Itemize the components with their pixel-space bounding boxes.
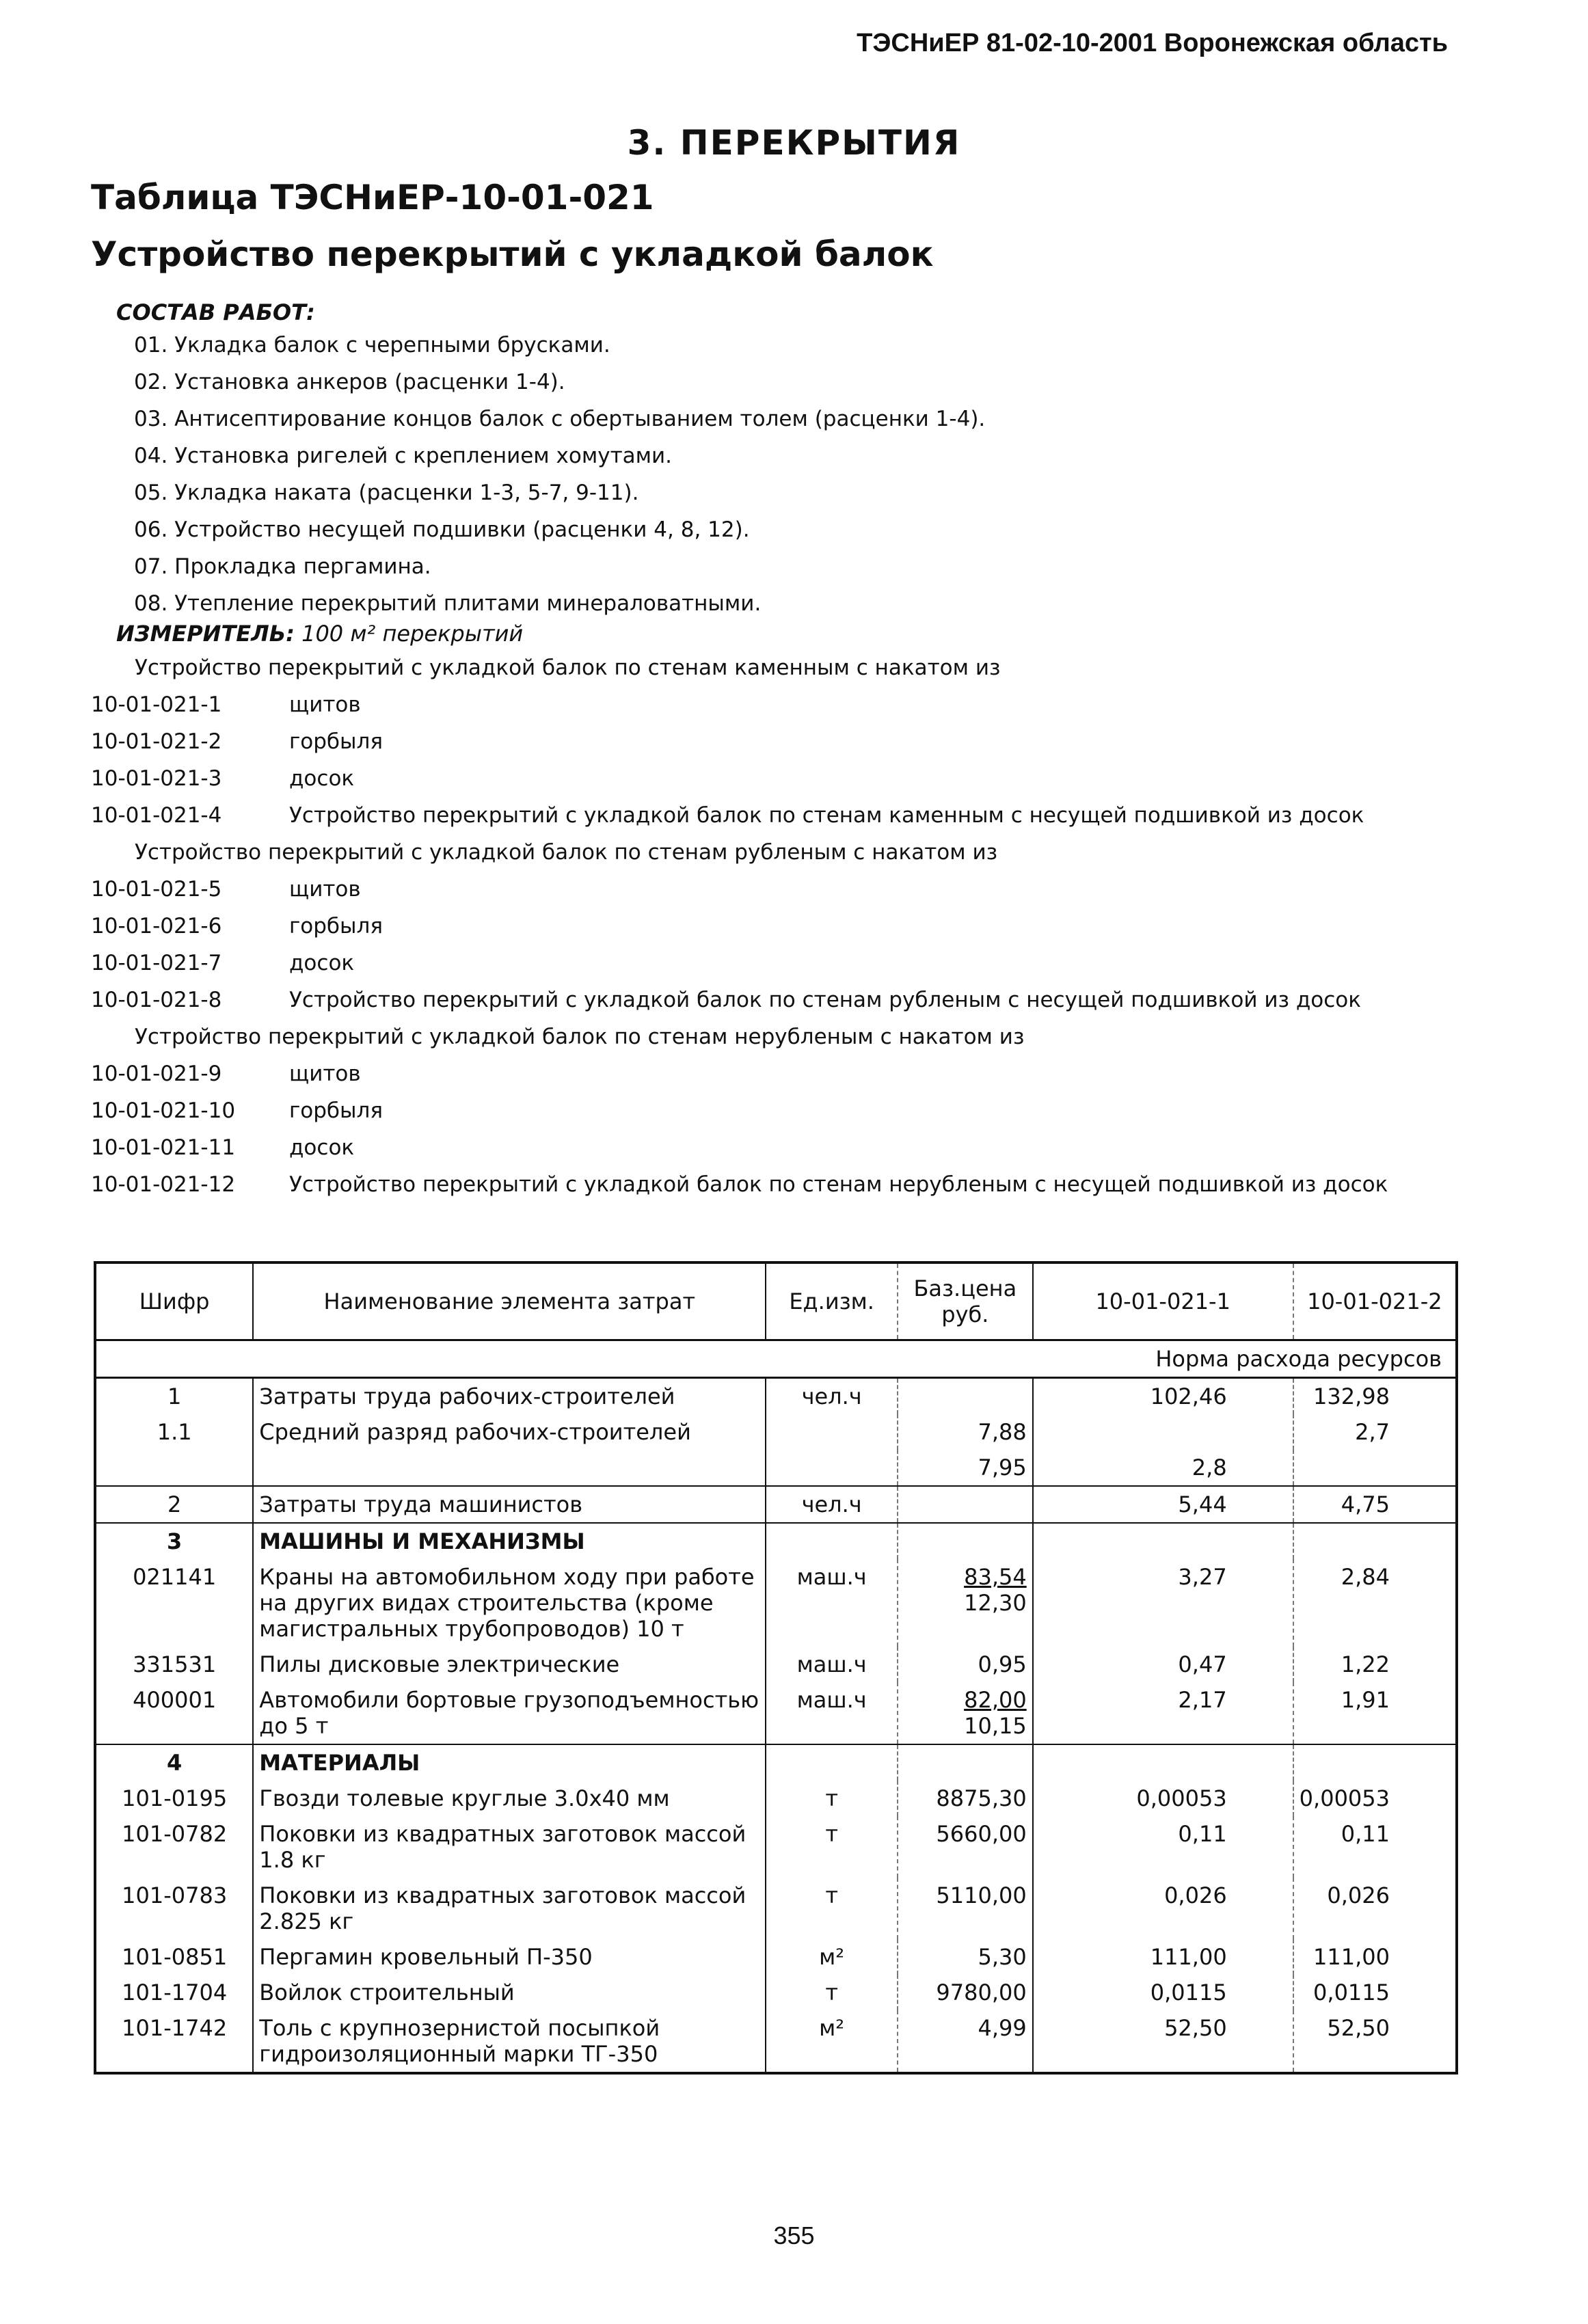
rate-row <box>91 1166 1533 1203</box>
cell-code: 101-0851 <box>95 1939 253 1975</box>
cell-unit: т <box>766 1878 898 1939</box>
cell-name: Затраты труда рабочих-строителей <box>253 1378 766 1415</box>
rate-code: 10-01-021-12 <box>91 1172 236 1197</box>
page-number: 355 <box>773 2221 815 2249</box>
cell-name: МАТЕРИАЛЫ <box>253 1744 766 1781</box>
works-item: 06. Устройство несущей подшивки (расценки 4, 8, 12). <box>134 517 750 542</box>
cell-unit: маш.ч <box>766 1647 898 1682</box>
rate-code: 10-01-021-10 <box>91 1098 236 1123</box>
cell-name: Затраты труда машинистов <box>253 1486 766 1523</box>
rate-row <box>91 723 1533 760</box>
price-base: 82,00 <box>964 1687 1027 1713</box>
cell-name: Краны на автомобильном ходу при работе на других видах строительства (кроме магистральных трубопроводов) 10 т <box>253 1559 766 1647</box>
cell-code: 4 <box>95 1744 253 1781</box>
rate-code: 10-01-021-7 <box>91 951 222 975</box>
header-unit: Ед.изм. <box>766 1262 898 1340</box>
cell-value-1: 2,17 <box>1033 1682 1293 1744</box>
cell-unit: т <box>766 1975 898 2010</box>
cell-code <box>95 1450 253 1486</box>
cell-value-1: 2,8 <box>1033 1450 1293 1486</box>
cell-code: 101-1704 <box>95 1975 253 2010</box>
cell-price: 9780,00 <box>898 1975 1033 2010</box>
cell-code: 331531 <box>95 1647 253 1682</box>
cell-price <box>898 1523 1033 1559</box>
rate-row <box>91 797 1533 834</box>
cell-name: Средний разряд рабочих-строителей <box>253 1414 766 1450</box>
cell-value-2 <box>1293 1450 1457 1486</box>
cell-value-2: 2,84 <box>1341 1564 1390 1590</box>
rate-row <box>91 649 1533 686</box>
cell-price: 7,95 <box>898 1450 1033 1486</box>
cell-code: 021141 <box>95 1559 253 1647</box>
table-row <box>95 1878 1457 1939</box>
cell-value-1 <box>1033 1523 1293 1559</box>
cell-unit: чел.ч <box>766 1486 898 1523</box>
works-heading: СОСТАВ РАБОТ: <box>116 299 315 325</box>
works-item: 01. Укладка балок с черепными брусками. <box>134 333 610 357</box>
rate-text: щитов <box>289 692 361 717</box>
cell-price: 7,88 <box>898 1414 1033 1450</box>
cell-value-2: 4,75 <box>1293 1486 1457 1523</box>
cell-price: 4,99 <box>898 2010 1033 2073</box>
cell-price <box>898 1486 1033 1523</box>
table-subtitle: Устройство перекрытий с укладкой балок <box>91 234 934 274</box>
cell-value-2: 0,026 <box>1327 1882 1390 1908</box>
table-row <box>95 1450 1457 1486</box>
works-item: 07. Прокладка пергамина. <box>134 554 431 579</box>
cell-value-1: 0,47 <box>1033 1647 1293 1682</box>
rate-text: Устройство перекрытий с укладкой балок по стенам каменным с накатом из <box>135 656 1001 680</box>
cell-value-1: 0,026 <box>1033 1878 1293 1939</box>
header-code: Шифр <box>95 1262 253 1340</box>
rate-code: 10-01-021-9 <box>91 1062 222 1086</box>
header-name: Наименование элемента затрат <box>253 1262 766 1340</box>
rate-code: 10-01-021-1 <box>91 692 222 717</box>
table-row <box>95 1816 1457 1878</box>
cell-name: Поковки из квадратных заготовок массой 2.825 кг <box>253 1878 766 1939</box>
table-row <box>95 1647 1457 1682</box>
cell-code: 101-0195 <box>95 1781 253 1816</box>
rate-text: досок <box>289 1135 355 1160</box>
cell-code: 101-1742 <box>95 2010 253 2073</box>
rate-row <box>91 760 1533 797</box>
section-title: 3. ПЕРЕКРЫТИЯ <box>627 123 961 163</box>
cell-code: 1 <box>95 1378 253 1415</box>
cell-value-1: 111,00 <box>1033 1939 1293 1975</box>
cell-unit: чел.ч <box>766 1378 898 1415</box>
rate-text: щитов <box>289 1062 361 1086</box>
cell-price <box>898 1744 1033 1781</box>
cell-unit <box>766 1414 898 1450</box>
cell-value-2: 111,00 <box>1313 1944 1390 1970</box>
cell-value-1 <box>1033 1744 1293 1781</box>
rate-row <box>91 686 1533 723</box>
rate-code: 10-01-021-11 <box>91 1135 236 1160</box>
table-row <box>95 1682 1457 1744</box>
cell-value-1: 0,11 <box>1033 1816 1293 1878</box>
cell-value-2: 0,11 <box>1341 1821 1390 1847</box>
meter-value: 100 м² перекрытий <box>301 621 524 647</box>
header-col2: 10-01-021-2 <box>1293 1262 1457 1340</box>
header-price: Баз.цена руб. <box>898 1262 1033 1340</box>
cell-unit: т <box>766 1816 898 1878</box>
cell-unit: т <box>766 1781 898 1816</box>
cell-code: 1.1 <box>95 1414 253 1450</box>
cell-code: 400001 <box>95 1682 253 1744</box>
cell-value-1: 3,27 <box>1033 1559 1293 1647</box>
rate-row <box>91 1129 1533 1166</box>
table-row <box>95 1939 1457 1975</box>
cell-name: Пилы дисковые электрические <box>253 1647 766 1682</box>
rate-text: Устройство перекрытий с укладкой балок по стенам нерубленым с накатом из <box>135 1025 1025 1049</box>
table-row <box>95 1523 1457 1559</box>
works-item: 05. Укладка наката (расценки 1-3, 5-7, 9-11). <box>134 481 639 505</box>
works-item: 04. Установка ригелей с креплением хомутами. <box>134 444 673 468</box>
cell-unit: м² <box>766 1939 898 1975</box>
cell-code: 101-0783 <box>95 1878 253 1939</box>
resource-table <box>94 1261 1458 2075</box>
cell-price <box>898 1378 1033 1415</box>
meter-label: ИЗМЕРИТЕЛЬ: <box>116 621 295 647</box>
rate-text: Устройство перекрытий с укладкой балок по стенам каменным с несущей подшивкой из досок <box>289 803 1364 828</box>
rate-row <box>91 945 1533 982</box>
cell-unit <box>766 1744 898 1781</box>
rate-code: 10-01-021-3 <box>91 766 222 791</box>
rate-row <box>91 908 1533 945</box>
table-row <box>95 1744 1457 1781</box>
cell-price <box>898 1682 1033 1744</box>
works-list <box>134 327 985 622</box>
table-row <box>95 1378 1457 1415</box>
rate-text: досок <box>289 766 355 791</box>
cell-price: 5,30 <box>898 1939 1033 1975</box>
price-wage: 10,15 <box>964 1713 1027 1739</box>
cell-name: Гвозди толевые круглые 3.0х40 мм <box>253 1781 766 1816</box>
table-row <box>95 1559 1457 1647</box>
rate-row <box>91 834 1533 871</box>
cell-name: Поковки из квадратных заготовок массой 1.8 кг <box>253 1816 766 1878</box>
works-item: 02. Установка анкеров (расценки 1-4). <box>134 370 565 394</box>
cell-value-2: 1,22 <box>1341 1651 1390 1677</box>
cell-value-2: 52,50 <box>1327 2015 1390 2041</box>
rates-list <box>91 649 1533 1203</box>
rate-row <box>91 1055 1533 1092</box>
table-row <box>95 1486 1457 1523</box>
cell-unit: маш.ч <box>766 1682 898 1744</box>
cell-code: 101-0782 <box>95 1816 253 1878</box>
works-item: 08. Утепление перекрытий плитами минераловатными. <box>134 591 762 616</box>
cell-unit: м² <box>766 2010 898 2073</box>
rate-text: Устройство перекрытий с укладкой балок по стенам рубленым с несущей подшивкой из досок <box>289 988 1361 1012</box>
price-base: 83,54 <box>964 1564 1027 1590</box>
cell-value-2: 2,7 <box>1355 1419 1390 1445</box>
price-wage: 12,30 <box>964 1590 1027 1616</box>
cell-value-2: 1,91 <box>1341 1687 1390 1713</box>
table-row <box>95 1414 1457 1450</box>
cell-value-2: 0,0115 <box>1313 1980 1390 2005</box>
cell-value-1 <box>1033 1414 1293 1450</box>
rate-code: 10-01-021-6 <box>91 914 222 938</box>
rate-row <box>91 1018 1533 1055</box>
cell-name <box>253 1450 766 1486</box>
rate-text: Устройство перекрытий с укладкой балок по стенам нерубленым с несущей подшивкой из досок <box>289 1172 1388 1197</box>
cell-code: 2 <box>95 1486 253 1523</box>
rate-text: горбыля <box>289 1098 383 1123</box>
cell-price <box>898 1559 1033 1647</box>
rate-text: щитов <box>289 877 361 902</box>
cell-price: 8875,30 <box>898 1781 1033 1816</box>
table-title: Таблица ТЭСНиЕР-10-01-021 <box>91 178 654 217</box>
cell-value-1: 102,46 <box>1033 1378 1293 1415</box>
table-row <box>95 1781 1457 1816</box>
rate-row <box>91 982 1533 1018</box>
works-item: 03. Антисептирование концов балок с обертыванием толем (расценки 1-4). <box>134 407 986 431</box>
rate-row <box>91 1092 1533 1129</box>
header-col1: 10-01-021-1 <box>1033 1262 1293 1340</box>
cell-name: Толь с крупнозернистой посыпкой гидроизоляционный марки ТГ-350 <box>253 2010 766 2073</box>
rate-text: досок <box>289 951 355 975</box>
rate-code: 10-01-021-5 <box>91 877 222 902</box>
cell-code: 3 <box>95 1523 253 1559</box>
cell-name: Автомобили бортовые грузоподъемностью до 5 т <box>253 1682 766 1744</box>
cell-value-1: 52,50 <box>1033 2010 1293 2073</box>
cell-name: МАШИНЫ И МЕХАНИЗМЫ <box>253 1523 766 1559</box>
running-head: ТЭСНиЕР 81-02-10-2001 Воронежская область <box>857 29 1448 57</box>
cell-unit: маш.ч <box>766 1559 898 1647</box>
table-row <box>95 1975 1457 2010</box>
rate-code: 10-01-021-4 <box>91 803 222 828</box>
cell-value-2 <box>1293 1523 1457 1559</box>
cell-unit <box>766 1450 898 1486</box>
cell-price: 0,95 <box>898 1647 1033 1682</box>
cell-name: Пергамин кровельный П-350 <box>253 1939 766 1975</box>
rate-text: Устройство перекрытий с укладкой балок по стенам рубленым с накатом из <box>135 840 998 865</box>
rate-text: горбыля <box>289 729 383 754</box>
rate-code: 10-01-021-8 <box>91 988 222 1012</box>
cell-name: Войлок строительный <box>253 1975 766 2010</box>
cell-value-1: 5,44 <box>1033 1486 1293 1523</box>
cell-value-2: 0,00053 <box>1299 1785 1390 1811</box>
norm-label: Норма расхода ресурсов <box>95 1340 1457 1378</box>
rate-code: 10-01-021-2 <box>91 729 222 754</box>
table-header-row <box>95 1262 1457 1340</box>
cell-price: 5110,00 <box>898 1878 1033 1939</box>
table-row <box>95 2010 1457 2073</box>
meter <box>116 621 523 647</box>
cell-unit <box>766 1523 898 1559</box>
norm-row <box>95 1340 1457 1378</box>
rate-text: горбыля <box>289 914 383 938</box>
cell-price: 5660,00 <box>898 1816 1033 1878</box>
rate-row <box>91 871 1533 908</box>
cell-value-2 <box>1293 1744 1457 1781</box>
cell-value-1: 0,0115 <box>1033 1975 1293 2010</box>
cell-value-2: 132,98 <box>1313 1383 1390 1409</box>
cell-value-1: 0,00053 <box>1033 1781 1293 1816</box>
